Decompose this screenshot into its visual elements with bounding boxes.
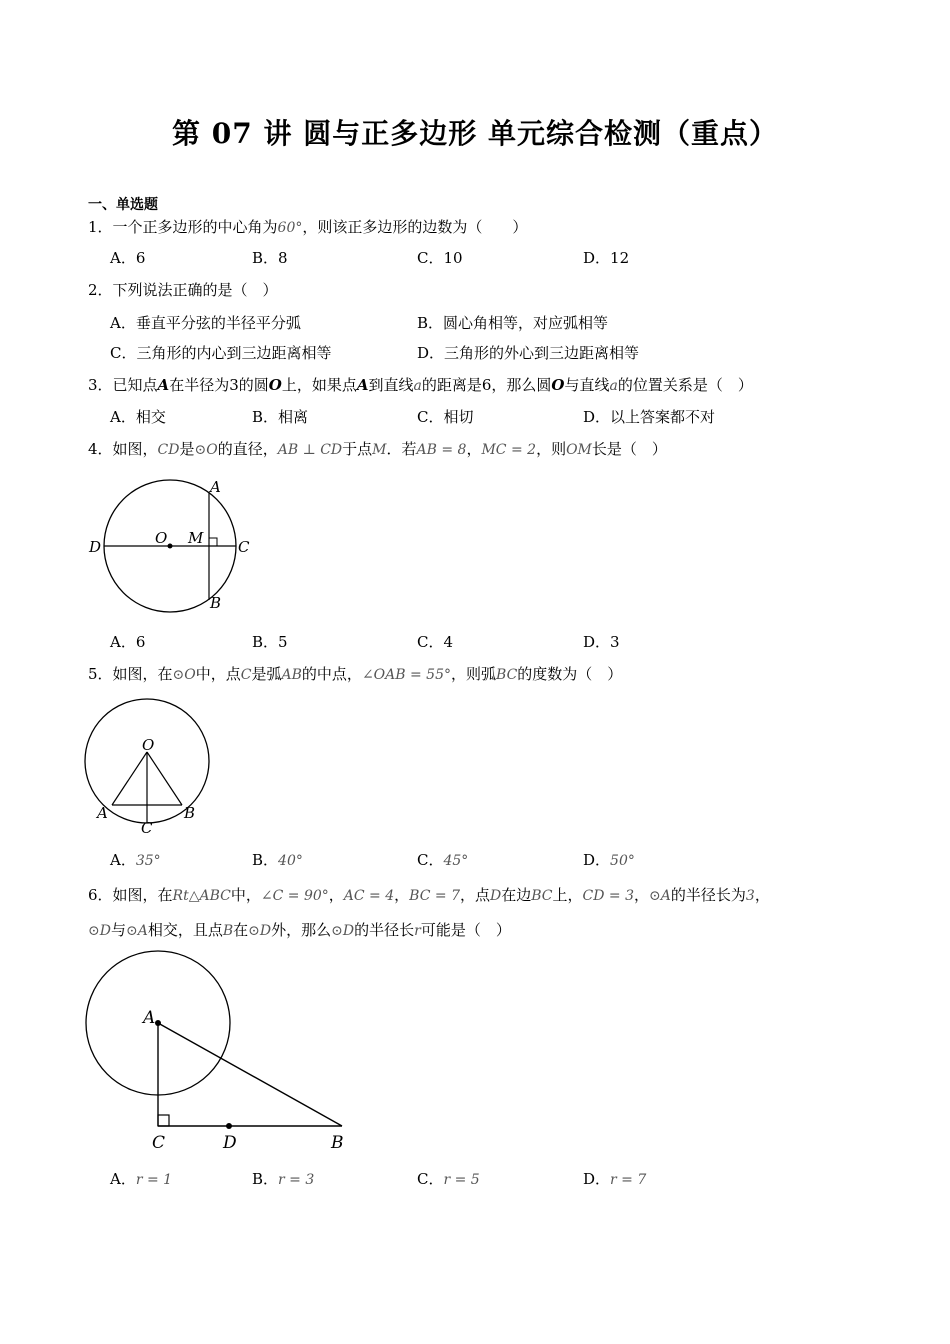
q5-option-a[interactable]: A．35° [110,851,161,869]
label-d: D [223,1133,237,1153]
q1-option-b[interactable]: B．8 [252,249,288,267]
q1-option-a[interactable]: A．6 [110,249,146,267]
question-3: 3．已知点A在半径为3的圆O上，如果点A到直线a的距离是6，那么圆O与直线a的位置关系是（ ） [88,376,753,394]
q4-option-c[interactable]: C．4 [417,633,454,651]
q4-circle-diagram [80,472,260,622]
label-c: C [141,819,153,837]
label-a: A [143,1008,156,1028]
q5-option-d[interactable]: D．50° [583,851,635,869]
label-b: B [210,594,222,612]
question-2: 2．下列说法正确的是（ ） [88,281,278,299]
label-a: A [97,804,108,822]
center-dot [168,544,173,549]
q5-option-c[interactable]: C．45° [417,851,469,869]
q6-option-b[interactable]: B．r = 3 [252,1170,315,1188]
q1-option-c[interactable]: C．10 [417,249,463,267]
question-1: 1．一个正多边形的中心角为60°，则该正多边形的边数为（ ） [88,218,528,236]
right-angle-mark [158,1115,169,1126]
label-b: B [184,804,196,822]
q3-option-a[interactable]: A．相交 [110,408,166,426]
label-c: C [238,538,250,556]
section-heading: 一、单选题 [88,197,158,213]
q6-option-d[interactable]: D．r = 7 [583,1170,647,1188]
segment-oa [112,752,147,805]
side-ab [158,1023,342,1126]
label-o: O [142,736,155,754]
label-c: C [152,1133,166,1153]
segment-ob [147,752,182,805]
q3-option-c[interactable]: C．相切 [417,408,474,426]
question-6-line-1: 6．如图，在Rt△ABC中，∠C = 90°，AC = 4，BC = 7，点D在边BC上，CD = 3，⊙A的半径长为3， [88,886,770,904]
question-5: 5．如图，在⊙O中，点C是弧AB的中点，∠OAB = 55°，则弧BC的度数为（ ） [88,665,623,683]
q3-option-b[interactable]: B．相离 [252,408,309,426]
q6-triangle-diagram [80,945,360,1155]
q1-option-d[interactable]: D．12 [583,249,630,267]
label-d: D [89,538,102,556]
q6-option-a[interactable]: A．r = 1 [110,1170,173,1188]
q4-option-d[interactable]: D．3 [583,633,620,651]
point-a-dot [155,1020,161,1026]
q4-option-b[interactable]: B．5 [252,633,288,651]
point-d-dot [226,1123,232,1129]
question-6-line-2: ⊙D与⊙A相交，且点B在⊙D外，那么⊙D的半径长r可能是（ ） [88,921,511,939]
label-m: M [188,529,204,547]
page-title: 第 07 讲 圆与正多边形 单元综合检测（重点） [172,117,778,150]
q4-option-a[interactable]: A．6 [110,633,146,651]
q2-option-b[interactable]: B．圆心角相等，对应弧相等 [417,314,609,332]
q2-option-a[interactable]: A．垂直平分弦的半径平分弧 [110,314,301,332]
label-b: B [331,1133,344,1153]
question-4: 4．如图，CD是⊙O的直径，AB ⊥ CD于点M．若AB = 8，MC = 2，则OM长是（ ） [88,440,667,458]
q5-circle-diagram [80,692,220,842]
right-angle-mark [209,538,217,546]
q3-option-d[interactable]: D．以上答案都不对 [583,408,716,426]
label-o: O [155,529,168,547]
q2-option-c[interactable]: C．三角形的内心到三边距离相等 [110,344,332,362]
math-expression: 60° [277,220,303,236]
q2-option-d[interactable]: D．三角形的外心到三边距离相等 [417,344,640,362]
q5-option-b[interactable]: B．40° [252,851,303,869]
q6-option-c[interactable]: C．r = 5 [417,1170,480,1188]
label-a: A [210,478,221,496]
